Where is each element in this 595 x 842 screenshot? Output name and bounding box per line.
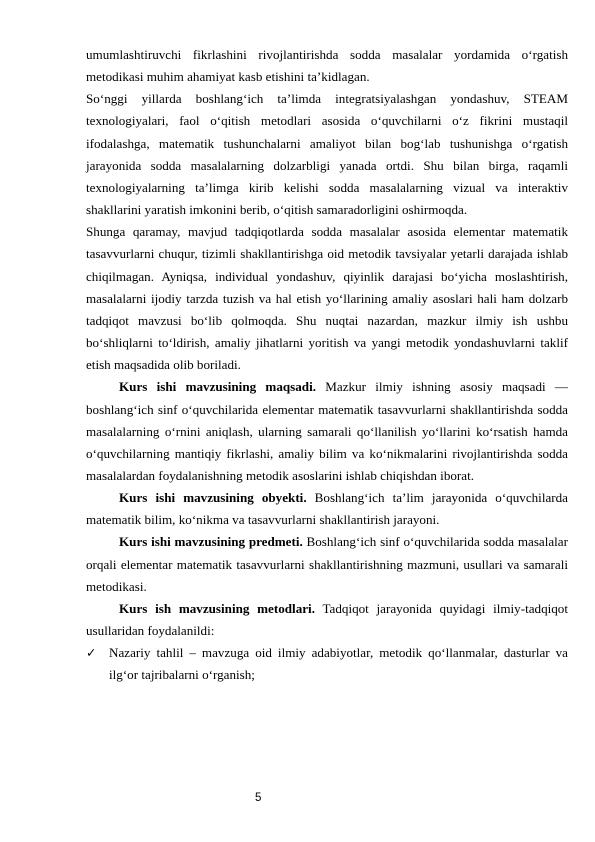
- section-methods-text: Tadqiqot jarayonida quyidagi ilmiy-tadqiqot usullaridan foydalanildi:: [86, 600, 568, 639]
- list-item: [86, 642, 568, 686]
- section-subject-heading: Kurs ishi mavzusining predmeti.: [119, 534, 303, 550]
- document-page: [86, 44, 568, 687]
- section-object: [86, 487, 568, 531]
- page-number: 5: [255, 792, 262, 804]
- section-object-heading: Kurs ishi mavzusining obyekti.: [119, 490, 307, 506]
- section-methods-heading: Kurs ish mavzusining metodlari.: [119, 600, 315, 616]
- section-goal: [86, 376, 568, 487]
- list-item-text: Nazariy tahlil – mavzuga oid ilmiy adabiyotlar, metodik qo‘llanmalar, dasturlar va ilg‘or tajribalarni o‘rganish;: [109, 645, 568, 683]
- section-methods: [86, 598, 568, 642]
- paragraph-steam: So‘nggi yillarda boshlang‘ich ta’limda integratsiyalashgan yondashuv, STEAM texnologiyalari, faol o‘qitish metodlari asosida o‘quvchilarni o‘z fikrini mustaqil ifodalashga, matematik tushunchalarni amaliyot bilan bog‘lab tushunishga o‘rgatish jarayonida sodda masalalarning dolzarbligi yanada ortdi. Shu bilan birga, raqamli texnologiyalarning ta’limga kirib kelishi sodda masalalarning vizual va interaktiv shakllarini yaratish imkonini berib, o‘qitish samaradorligini oshirmoqda.: [86, 91, 568, 218]
- section-object-text: Boshlang‘ich ta’lim jarayonida o‘quvchilarda matematik bilim, ko‘nikma va tasavvurlarni shakllantirish jarayoni.: [86, 490, 568, 528]
- paragraph-research-gap: Shunga qaramay, mavjud tadqiqotlarda sodda masalalar asosida elementar matematik tasavvurlarni chuqur, tizimli shakllantirishga oid metodik tavsiyalar yetarli darajada ishlab chiqilmagan. Ayniqsa, individual yondashuv, qiyinlik darajasi bo‘yicha moslashtirish, masalalarni ijodiy tarzda tuzish va hal etish yo‘llarining amaliy asoslari hali ham dolzarb tadqiqot mavzusi bo‘lib qolmoqda. Shu nuqtai nazardan, mazkur ilmiy ish ushbu bo‘shliqlarni to‘ldirish, amaliy jihatlarni yoritish va yangi metodik yondashuvlarni taklif etish maqsadida olib boriladi.: [86, 224, 568, 373]
- check-icon: ✓: [86, 645, 97, 661]
- paragraph-intro-continuation: umumlashtiruvchi fikrlashini rivojlantirishda sodda masalalar yordamida o‘rgatish metodikasi muhim ahamiyat kasb etishini ta’kidlagan.: [86, 47, 568, 85]
- section-goal-heading: Kurs ishi mavzusining maqsadi.: [119, 379, 316, 395]
- section-subject-text: Boshlang‘ich sinf o‘quvchilarida sodda masalalar orqali elementar matematik tasavvurlarni shakllantirishning mazmuni, usullari va samarali metodikasi.: [86, 534, 568, 594]
- section-goal-text: Mazkur ilmiy ishning asosiy maqsadi — boshlang‘ich sinf o‘quvchilarida elementar matematik tasavvurlarni shakllantirishda sodda masalalarning o‘rnini aniqlash, ularning samarali qo‘llanilish yo‘llarini ko‘rsatish hamda o‘quvchilarning mantiqiy fikrlashi, amaliy bilim va ko‘nikmalarini rivojlantirishda sodda masalalardan foydalanishning metodik asoslarini ishlab chiqishdan iborat.: [86, 379, 569, 483]
- section-subject: [86, 531, 568, 597]
